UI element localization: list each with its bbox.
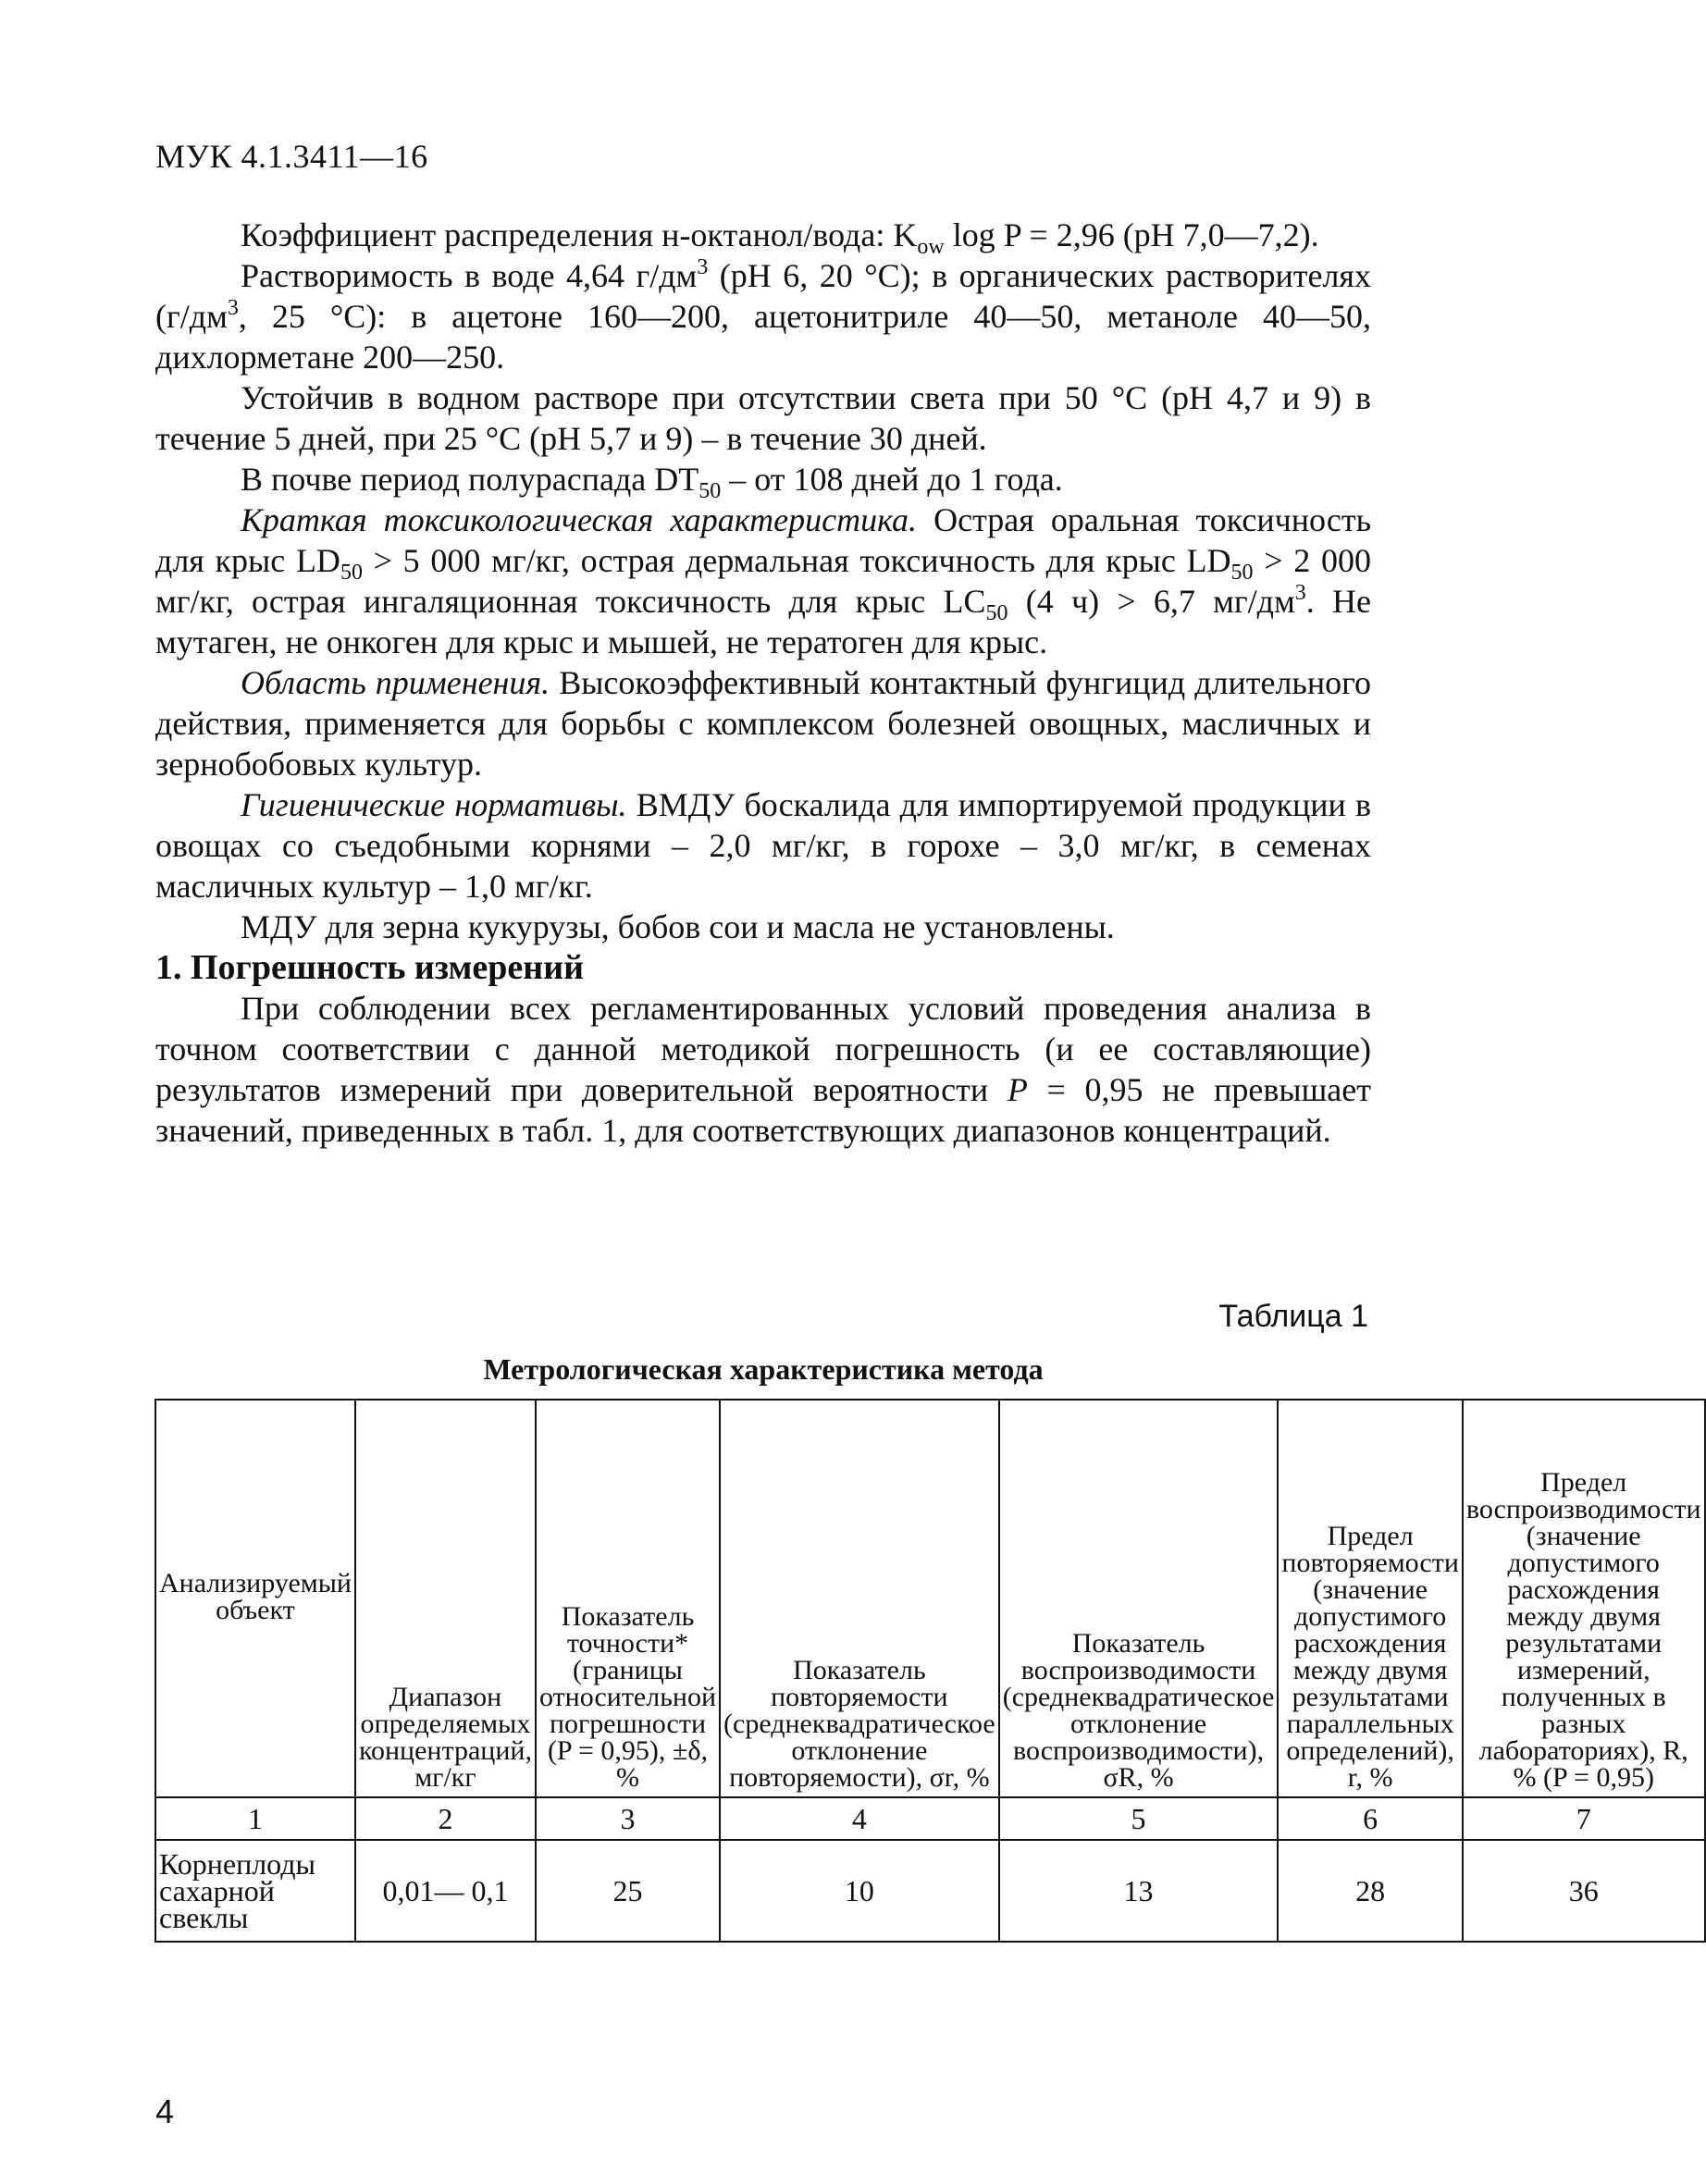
table-header-cell: Диапазон определяемых концентраций, мг/кг [355, 1400, 536, 1797]
column-number: 4 [720, 1797, 999, 1840]
cell-object: Корнеплоды сахарной свеклы [155, 1840, 355, 1942]
column-number: 2 [355, 1797, 536, 1840]
table-header-cell: Показатель повторяемости (среднеквадратическое отклонение повторяемости), σr, % [720, 1400, 999, 1797]
column-number: 5 [999, 1797, 1279, 1840]
table-header-cell: Показатель воспроизводимости (среднеквадратическое отклонение воспроизводимости), σR, % [999, 1400, 1279, 1797]
cell-R: 36 [1463, 1840, 1705, 1942]
table-row [155, 1840, 1705, 1942]
paragraph-measurement-error: При соблюдении всех регламентированных условий проведения анализа в точном соответствии с данной методикой погрешность (и ее составляющие) результатов измерений при доверительной вероятности P = 0,95 не превышает значений, приведенных в табл. 1, для соответствующих диапазонов концентраций. [155, 990, 1371, 1149]
column-number: 6 [1278, 1797, 1463, 1840]
page-number: 4 [155, 2092, 175, 2130]
cell-delta: 25 [536, 1840, 720, 1942]
body-text [155, 215, 1371, 1151]
cell-sigma-R: 13 [999, 1840, 1279, 1942]
table-label: Таблица 1 [1218, 1299, 1368, 1334]
metrology-table [155, 1399, 1706, 1943]
cell-range: 0,01— 0,1 [355, 1840, 536, 1942]
paragraph-toxicology: Краткая токсикологическая характеристика. Острая оральная токсичность для крыс $LD_{50} > 5$ 000 мг/кг, острая дермальная токсичность для крыс $LD_{50} > 2$ 000 мг/кг, острая ингаляционная токсичность для крыс $LC_{50}$ (4 ч) > 6,7 $мг/дм^3$. Не мутаген, не онкоген для крыс и мышей, не тератоген для крыс. [155, 501, 1372, 660]
table-title: Метрологическая характеристика метода [483, 1352, 1044, 1386]
paragraph-stability: Устойчив в водном растворе при отсутствии света при 50 °C (pH 4,7 и 9) в течение 5 дней, при 25 °C (pH 5,7 и 9) – в течение 30 дней. [155, 379, 1371, 457]
cell-sigma-r: 10 [720, 1840, 999, 1942]
table-header-cell: Предел воспроизводимости (значение допустимого расхождения между двумя результатами измерений, полученных в разных лабораториях), R, % (P = 0,95) [1463, 1400, 1705, 1797]
paragraph-hygienic-norms: Гигиенические нормативы. ВМДУ боскалида для импортируемой продукции в овощах со съедобными корнями – 2,0 мг/кг, в горохе – 3,0 мг/кг, в семенах масличных культур – 1,0 мг/кг. [155, 786, 1371, 905]
section-title: 1. Погрешность измерений [155, 948, 584, 987]
column-number: 1 [155, 1797, 355, 1840]
cell-r: 28 [1278, 1840, 1463, 1942]
table-header-cell: Анализируемый объект [155, 1400, 355, 1797]
table-header-cell: Предел повторяемости (значение допустимого расхождения между двумя результатами параллельных определений), r, % [1278, 1400, 1463, 1797]
table-header-cell: Показатель точности* (границы относительной погрешности (P = 0,95), ±δ, % [536, 1400, 720, 1797]
column-number: 3 [536, 1797, 720, 1840]
column-number: 7 [1463, 1797, 1705, 1840]
paragraph-application: Область применения. Высокоэффективный контактный фунгицид длительного действия, применяется для борьбы с комплексом болезней овощных, масличных и зернобобовых культур. [155, 664, 1371, 783]
paragraph-half-life: В почве период полураспада $DT_{50}$ – от 108 дней до 1 года. [241, 461, 1063, 503]
document-code-header: МУК 4.1.3411—16 [155, 138, 428, 175]
paragraph-mrl: МДУ для зерна кукурузы, бобов сои и масла не установлены. [241, 908, 1115, 945]
paragraph-partition-coefficient: Коэффициент распределения н-октанол/вода: $K_{ow}$ log P = 2,96 (pH 7,0—7,2). [241, 216, 1319, 259]
paragraph-solubility: Растворимость в воде 4,64 $г/дм^3$ (pH 6, 20 °C); в органических растворителях ($г/дм^3$, 25 °C): в ацетоне 160—200, ацетонитриле 40—50, метаноле 40—50, дихлорметане 200—250. [155, 255, 1371, 376]
